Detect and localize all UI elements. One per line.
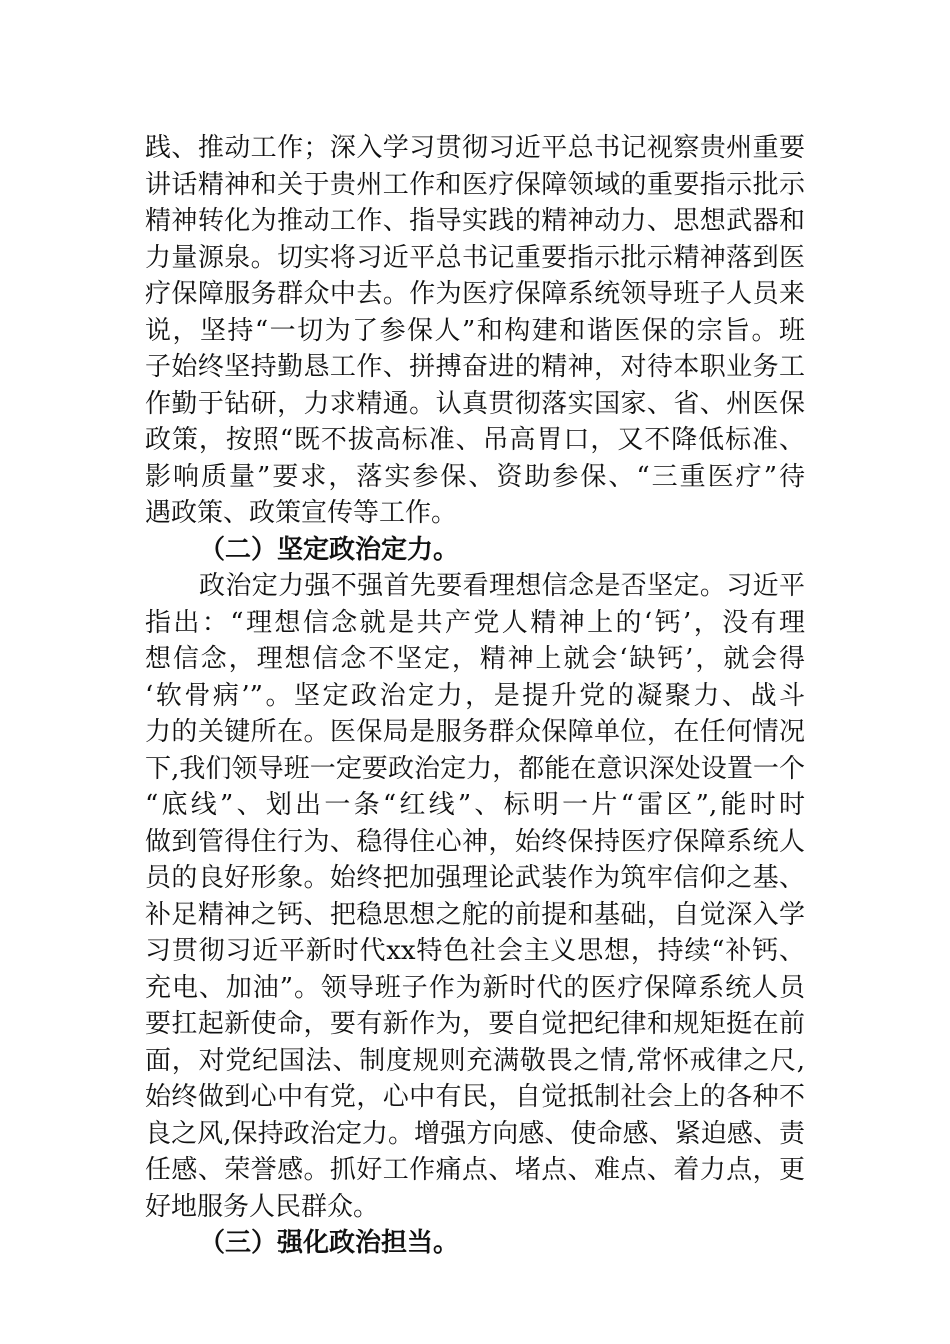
text-line: 影响质量”要求，落实参保、资助参保、“三重医疗”待 [145, 461, 805, 492]
text-line: 政策，按照“既不拔高标准、吊高胃口，又不降低标准、 [145, 425, 805, 455]
text-line: 精神转化为推动工作、指导实践的精神动力、思想武器和 [145, 206, 805, 236]
text-line: 指出：“理想信念就是共产党人精神上的‘钙’，没有理 [145, 607, 805, 638]
text-line: 讲话精神和关于贵州工作和医疗保障领域的重要指示批示 [145, 169, 805, 200]
text-line: 员的良好形象。始终把加强理论武装作为筑牢信仰之基、 [145, 863, 805, 893]
text-line: “底线”、划出一条“红线”、标明一片“雷区”,能时时 [145, 790, 805, 820]
text-line: 下,我们领导班一定要政治定力，都能在意识深处设置一个 [145, 753, 805, 784]
text-line: 子始终坚持勤恳工作、拼搏奋进的精神，对待本职业务工 [145, 352, 805, 382]
text-line: 说，坚持“一切为了参保人”和构建和谐医保的宗旨。班 [145, 315, 805, 346]
paragraph-continuation [145, 130, 805, 532]
text-line: 做到管得住行为、稳得住心神，始终保持医疗保障系统人 [145, 826, 805, 857]
section-heading [145, 1225, 805, 1262]
text-line: 补足精神之钙、把稳思想之舵的前提和基础，自觉深入学 [145, 899, 805, 930]
text-line: 充电、加油”。领导班子作为新时代的医疗保障系统人员 [145, 972, 805, 1003]
text-line: 疗保障服务群众中去。作为医疗保障系统领导班子人员来 [145, 279, 805, 309]
paragraph [145, 568, 805, 1225]
text-line: 力的关键所在。医保局是服务群众保障单位，在任何情况 [145, 717, 805, 747]
section-heading-text: （二）坚定政治定力。 [199, 534, 460, 565]
text-line: 始终做到心中有党，心中有民，自觉抵制社会上的各种不 [145, 1082, 805, 1112]
text-line: 政治定力强不强首先要看理想信念是否坚定。习近平 [199, 571, 805, 601]
text-line: 作勤于钻研，力求精通。认真贯彻落实国家、省、州医保 [145, 388, 805, 419]
text-line: 良之风,保持政治定力。增强方向感、使命感、紧迫感、责 [145, 1118, 805, 1149]
text-line: 遇政策、政策宣传等工作。 [145, 498, 458, 528]
text-line: ‘软骨病’”。坚定政治定力，是提升党的凝聚力、战斗 [145, 680, 805, 711]
document-body [145, 130, 805, 1262]
section-heading [145, 532, 805, 569]
text-line: 力量源泉。切实将习近平总书记重要指示批示精神落到医 [145, 242, 805, 273]
text-line: 任感、荣誉感。抓好工作痛点、堵点、难点、着力点，更 [145, 1155, 805, 1185]
text-line: 好地服务人民群众。 [145, 1191, 380, 1222]
text-line: 想信念，理想信念不坚定，精神上就会‘缺钙’，就会得 [145, 644, 805, 674]
text-line: 面，对党纪国法、制度规则充满敬畏之情,常怀戒律之尺, [145, 1045, 805, 1076]
text-line: 要扛起新使命，要有新作为，要自觉把纪律和规矩挺在前 [145, 1009, 805, 1039]
text-line: 习贯彻习近平新时代xx特色社会主义思想，持续“补钙、 [145, 936, 805, 966]
text-line: 践、推动工作；深入学习贯彻习近平总书记视察贵州重要 [145, 133, 805, 163]
section-heading-text: （三）强化政治担当。 [199, 1228, 460, 1258]
